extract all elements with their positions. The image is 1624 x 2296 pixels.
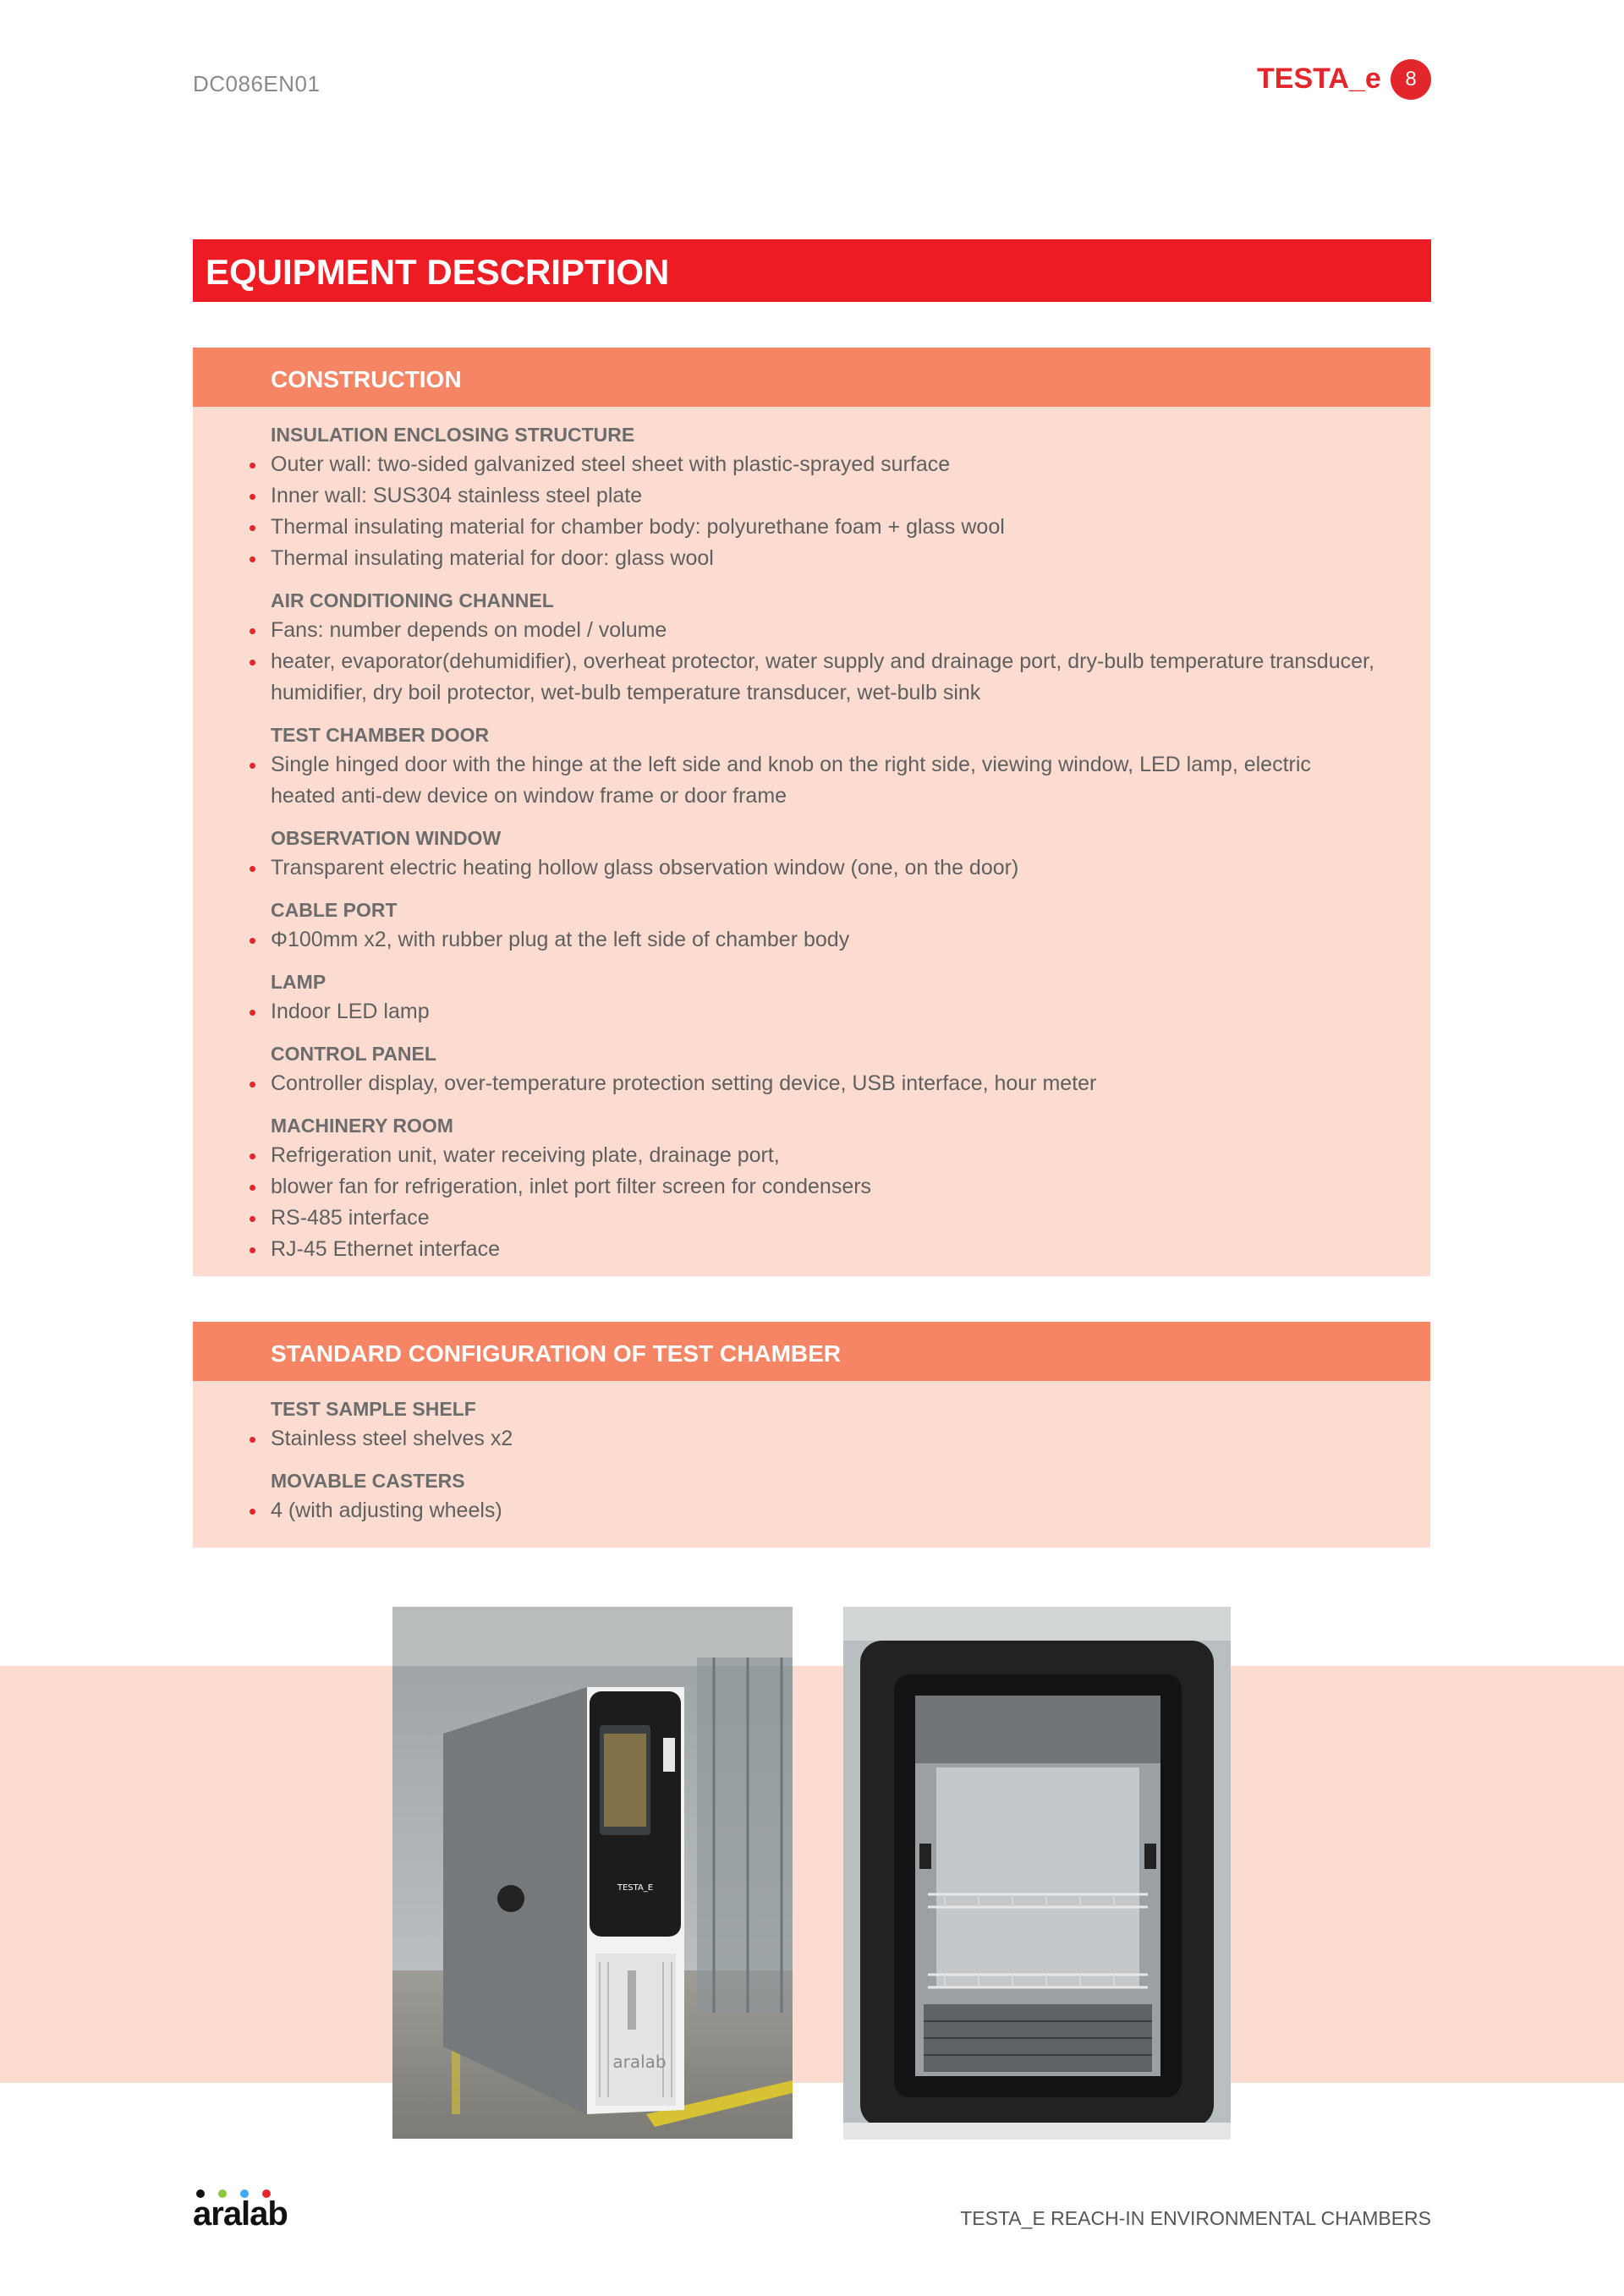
bullet-item: Inner wall: SUS304 stainless steel plate: [271, 480, 1380, 512]
bullet-item: RS-485 interface: [271, 1203, 1380, 1234]
page-number-badge: 8: [1391, 59, 1431, 100]
section-title: TEST SAMPLE SHELF: [271, 1398, 476, 1420]
bullet-item: RJ-45 Ethernet interface: [271, 1234, 1380, 1265]
bullet-item: Indoor LED lamp: [271, 996, 1380, 1027]
section-title: TEST CHAMBER DOOR: [271, 724, 490, 746]
aralab-logo: aralab: [193, 2195, 288, 2233]
section-title: OBSERVATION WINDOW: [271, 827, 502, 849]
bullet-item: Fans: number depends on model / volume: [271, 615, 1380, 646]
construction-body: [193, 407, 1430, 1265]
bullet-item: heater, evaporator(dehumidifier), overheat protector, water supply and drainage port, dry-bulb temperature transducer, humidifier, dry boil protector, wet-bulb temperature transducer, wet-bulb sink: [271, 646, 1380, 709]
bullet-item: Thermal insulating material for chamber body: polyurethane foam + glass wool: [271, 512, 1380, 543]
section-title: LAMP: [271, 971, 326, 993]
bullet-list: [271, 749, 1380, 812]
brand-title: TESTA_e: [1257, 63, 1381, 95]
chamber-badge-text: TESTA_E: [617, 1883, 654, 1893]
bullet-list: [271, 1423, 1380, 1455]
logo-dots: [196, 2187, 284, 2195]
standard-config-header: STANDARD CONFIGURATION OF TEST CHAMBER: [193, 1322, 1430, 1381]
bullet-item: blower fan for refrigeration, inlet port filter screen for condensers: [271, 1171, 1380, 1203]
bullet-item: Single hinged door with the hinge at the left side and knob on the right side, viewing window, LED lamp, electric heated anti-dew device on window frame or door frame: [271, 749, 1380, 812]
standard-config-body: [193, 1381, 1430, 1526]
bullet-item: Thermal insulating material for door: glass wool: [271, 543, 1380, 574]
bullet-item: 4 (with adjusting wheels): [271, 1495, 1380, 1526]
document-code: DC086EN01: [193, 71, 321, 96]
background-band: [0, 1666, 1624, 2083]
bullet-item: Controller display, over-temperature protection setting device, USB interface, hour meter: [271, 1068, 1380, 1099]
bullet-list: [271, 996, 1380, 1027]
bullet-list: [271, 924, 1380, 956]
section-title: MACHINERY ROOM: [271, 1115, 453, 1137]
footer-title: TESTA_E REACH-IN ENVIRONMENTAL CHAMBERS: [960, 2207, 1431, 2229]
main-title: EQUIPMENT DESCRIPTION: [193, 239, 1431, 302]
section-title: INSULATION ENCLOSING STRUCTURE: [271, 424, 635, 446]
section-title: CONTROL PANEL: [271, 1043, 436, 1065]
bullet-item: Φ100mm x2, with rubber plug at the left side of chamber body: [271, 924, 1380, 956]
bullet-list: [271, 1140, 1380, 1265]
bullet-item: Outer wall: two-sided galvanized steel sheet with plastic-sprayed surface: [271, 449, 1380, 480]
section-title: AIR CONDITIONING CHANNEL: [271, 589, 554, 611]
bullet-list: [271, 1068, 1380, 1099]
bullet-item: Stainless steel shelves x2: [271, 1423, 1380, 1455]
section-title: CABLE PORT: [271, 899, 398, 921]
bullet-list: [271, 852, 1380, 884]
construction-panel: [193, 348, 1430, 1276]
chamber-interior-photo: [843, 1607, 1231, 2140]
bullet-list: [271, 449, 1380, 574]
bullet-item: Refrigeration unit, water receiving plate, drainage port,: [271, 1140, 1380, 1171]
section-title: MOVABLE CASTERS: [271, 1470, 465, 1492]
bullet-list: [271, 1495, 1380, 1526]
construction-header: CONSTRUCTION: [193, 348, 1430, 407]
standard-config-panel: [193, 1322, 1430, 1548]
chamber-brand-text: aralab: [612, 2052, 667, 2072]
chamber-exterior-photo: [392, 1607, 793, 2139]
bullet-list: [271, 615, 1380, 709]
bullet-item: Transparent electric heating hollow glass observation window (one, on the door): [271, 852, 1380, 884]
